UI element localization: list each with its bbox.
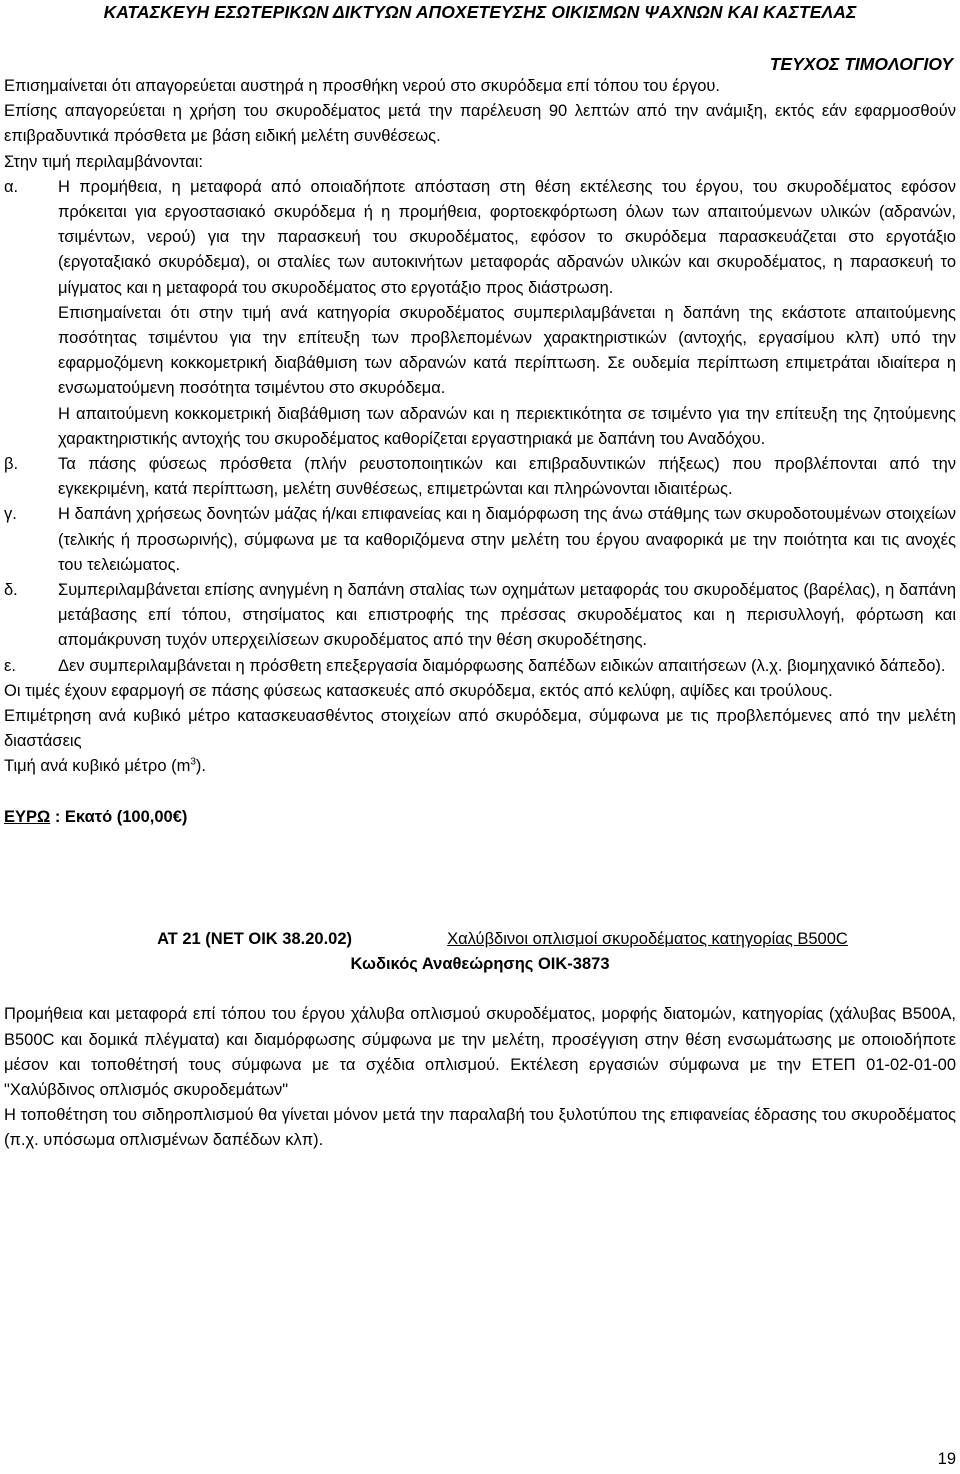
document-header-subtitle: ΤΕΥΧΟΣ ΤΙΜΟΛΟΓΙΟΥ	[769, 54, 953, 74]
intro-paragraph: Στην τιμή περιλαμβάνονται:	[4, 152, 204, 171]
article-revision-code: Κωδικός Αναθεώρησης ΟΙΚ-3873	[350, 955, 610, 974]
list-item-text: Δεν συμπεριλαμβάνεται η πρόσθετη επεξεργασία διαμόρφωσης δαπέδων ειδικών απαιτήσεων (λ.χ. βιομηχανικό δάπεδο).	[58, 656, 946, 675]
currency-label: ΕΥΡΩ	[4, 807, 51, 826]
list-item-text: Η προμήθεια, η μεταφορά από οποιαδήποτε απόσταση στη θέση εκτέλεσης του έργου, του σκυροδέματος εφόσον πρόκειται για εργοστασιακό σκυρόδεμα ή η προμήθεια, φορτοεκφόρτωση όλων των απαιτούμενων υλικών (αδρανών, τσιμέντων, νερού) για την παρασκευή του σκυροδέματος, εφόσον το σκυρόδεμα παρασκευάζεται στο εργοτάξιο (εργοταξιακό σκυρόδεμα), οι σταλίες των αυτοκινήτων μεταφοράς αδρανών υλικών και σκυροδέματος, η παρασκευή το μίγματος και η μεταφορά του σκυροδέματος στο εργοτάξιο προς διάστρωση.	[58, 177, 956, 297]
unit-line	[4, 754, 956, 779]
list-item-text: Τα πάσης φύσεως πρόσθετα (πλήν ρευστοποιητικών και επιβραδυντικών πήξεως) που προβλέπονται από την εγκεκριμένη, κατά περίπτωση, μελέτη συνθέσεως, επιμετρώνται και πληρώνονται ιδιαιτέρως.	[58, 455, 956, 499]
outro-paragraph: Επιμέτρηση ανά κυβικό μέτρο κατασκευασθέντος στοιχείων από σκυρόδεμα, σύμφωνα με τις προβλεπόμενες από την μελέτη διαστάσεις	[4, 707, 956, 751]
article-code: ΑΤ 21 (ΝΕΤ ΟΙΚ 38.20.02)	[157, 929, 353, 948]
list-item	[4, 578, 956, 654]
price-amount: : Εκατό (100,00€)	[50, 807, 188, 826]
list-item-label: δ.	[4, 581, 18, 600]
list-item-label: γ.	[4, 505, 17, 524]
unit-line-suffix: ).	[195, 757, 206, 776]
article-paragraph: Προμήθεια και μεταφορά επί τόπου του έργου χάλυβα οπλισμού σκυροδέματος, μορφής διατομών, κατηγορίας (χάλυβας Β500Α, Β500C και δομικά πλέγματα) και διαμόρφωσης σύμφωνα με την μελέτη, προσέγγιση στην θέση ενσωμάτωσης με οποιοδήποτε μέσον και τοποθέτησή τους σύμφωνα με τα σχέδια οπλισμού. Εκτέλεση εργασιών σύμφωνα με την ΕΤΕΠ 01-02-01-00 "Χαλύβδινος οπλισμός σκυροδεμάτων"	[4, 1005, 956, 1099]
list-item-text: Συμπεριλαμβάνεται επίσης ανηγμένη η δαπάνη σταλίας των οχημάτων μεταφοράς του σκυροδέματος (βαρέλας), η δαπάνη μετάβασης επί τόπου, στησίματος και επιστροφής της πρέσσας σκυροδέματος και η περισυλλογή, φόρτωση και απομάκρυνση τυχόν υπερχειλίσεων σκυροδέματος από την θέση σκυροδέτησης.	[58, 581, 956, 650]
list-item-label: ε.	[4, 656, 16, 675]
article-paragraph: Η τοποθέτηση του σιδηροπλισμού θα γίνεται μόνον μετά την παραλαβή του ξυλοτύπου της επιφανείας έδρασης του σκυροδέματος (π.χ. υπόσωμα οπλισμένων δαπέδων κλπ).	[4, 1106, 956, 1150]
article-heading	[4, 927, 956, 952]
list-item-text: Επισημαίνεται ότι στην τιμή ανά κατηγορία σκυροδέματος συμπεριλαμβάνεται η δαπάνη της εκάστοτε απαιτούμενης ποσότητας τσιμέντου για την επίτευξη των προβλεπομένων χαρακτηριστικών (αντοχής, εργασίμου κλπ) υπό την εφαρμοζόμενη κοκκομετρική διαβάθμιση των αδρανών κατά περίπτωση. Σε ουδεμία περίπτωση επιμετράται ιδιαίτερα η ενσωματούμενη ποσότητα τσιμέντου στο σκυρόδεμα.	[58, 303, 956, 398]
list-item	[4, 654, 956, 679]
document-header-title: ΚΑΤΑΣΚΕΥΗ ΕΣΩΤΕΡΙΚΩΝ ΔΙΚΤΥΩΝ ΑΠΟΧΕΤΕΥΣΗΣ ΟΙΚΙΣΜΩΝ ΨΑΧΝΩΝ ΚΑΙ ΚΑΣΤΕΛΑΣ	[103, 2, 857, 22]
unit-superscript: 3	[190, 756, 196, 768]
intro-paragraph: Επισημαίνεται ότι απαγορεύεται αυστηρά η προσθήκη νερού στο σκυρόδεμα επί τόπου του έργου.	[4, 77, 720, 95]
list-item-label: α.	[4, 177, 19, 196]
list-item-text: Η δαπάνη χρήσεως δονητών μάζας ή/και επιφανείας και η διαμόρφωση της άνω στάθμης των σκυροδοτουμένων στοιχείων (τελικής ή προσωρινής), σύμφωνα με τα καθοριζόμενα στην μελέτη του έργου αναφορικά με την ποιότητα και τις ανοχές του τελειώματος.	[58, 505, 956, 574]
page-number: 19	[937, 1450, 956, 1468]
price-line	[4, 805, 956, 830]
list-item	[4, 452, 956, 502]
list-item	[4, 175, 956, 452]
list-item-label: β.	[4, 455, 19, 474]
list-item	[4, 502, 956, 578]
document-body	[4, 74, 956, 1154]
intro-paragraph: Επίσης απαγορεύεται η χρήση του σκυροδέματος μετά την παρέλευση 90 λεπτών από την ανάμιξη, εκτός εάν εφαρμοσθούν επιβραδυντικά πρόσθετα με βάση ειδική μελέτη συνθέσεως.	[4, 102, 956, 146]
list-item-text: Η απαιτούμενη κοκκομετρική διαβάθμιση των αδρανών και η περιεκτικότητα σε τσιμέντο για την επίτευξη της ζητούμενης χαρακτηριστικής αντοχής του σκυροδέματος καθορίζεται εργαστηριακά με δαπάνη του Αναδόχου.	[58, 404, 956, 448]
article-name: Χαλύβδινοι οπλισμοί σκυροδέματος κατηγορίας Β500C	[447, 929, 848, 948]
unit-line-text: Τιμή ανά κυβικό μέτρο (m	[4, 757, 191, 776]
outro-paragraph: Οι τιμές έχουν εφαρμογή σε πάσης φύσεως κατασκευές από σκυρόδεμα, εκτός από κελύφη, αψίδες και τρούλους.	[4, 681, 833, 700]
